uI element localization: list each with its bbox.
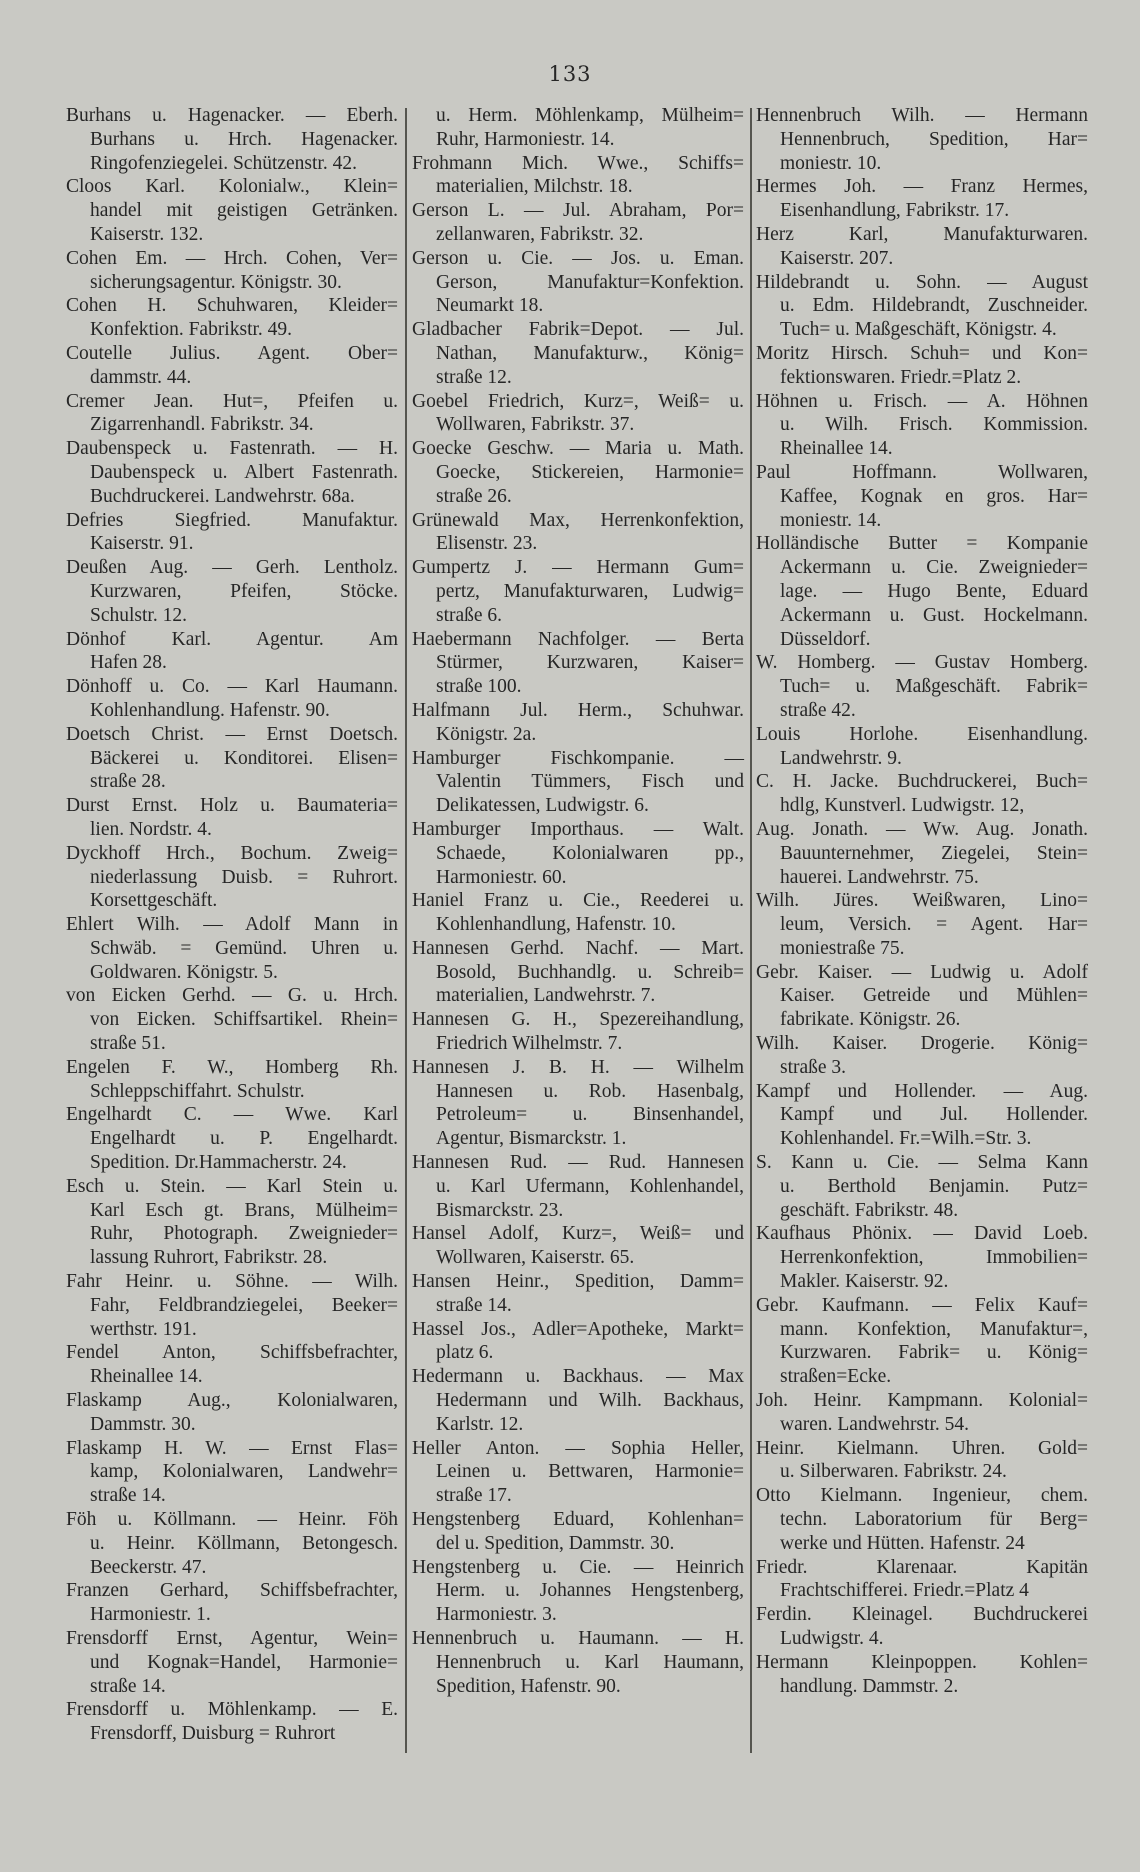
directory-entry: [66, 1270, 398, 1341]
entry-heading-line: Kaufhaus Phönix. — David Loeb.: [756, 1223, 1088, 1245]
directory-entry: [756, 342, 1088, 390]
entry-text-line: Valentin Tümmers, Fisch und: [436, 771, 744, 793]
entry-heading-line: Hassel Jos., Adler=Apotheke, Markt=: [412, 1318, 744, 1340]
entry-text-line: Bosold, Buchhandlg. u. Schreib=: [436, 961, 744, 983]
entry-heading-line: Hermann Kleinpoppen. Kohlen=: [756, 1651, 1088, 1673]
entry-heading-line: Dyckhoff Hrch., Bochum. Zweig=: [66, 842, 398, 864]
entry-heading-line: Dönhoff u. Co. — Karl Haumann.: [66, 676, 398, 698]
directory-entry: [756, 461, 1088, 532]
entry-text-line: Tuch= u. Maßgeschäft. Fabrik=: [780, 676, 1088, 698]
page-number: 133: [548, 62, 592, 86]
directory-entry: [756, 1032, 1088, 1080]
entry-heading-line: Doetsch Christ. — Ernst Doetsch.: [66, 723, 398, 745]
entry-text-line: hdlg, Kunstverl. Ludwigstr. 12,: [780, 795, 1025, 817]
entry-text-line: Bauunternehmer, Ziegelei, Stein=: [780, 842, 1088, 864]
entry-heading-line: Hansel Adolf, Kurz=, Weiß= und: [412, 1223, 744, 1245]
entry-text-line: Beeckerstr. 47.: [90, 1556, 207, 1578]
entry-heading-line: Engelhardt C. — Wwe. Karl: [66, 1104, 398, 1126]
entry-text-line: Goecke, Stickereien, Harmonie=: [436, 461, 744, 483]
entry-text-line: geschäft. Fabrikstr. 48.: [780, 1199, 959, 1221]
column-divider: [405, 108, 407, 1753]
entry-heading-line: Durst Ernst. Holz u. Baumateria=: [66, 795, 398, 817]
directory-entry: [66, 1103, 398, 1174]
entry-text-line: pertz, Manufakturwaren, Ludwig=: [436, 580, 744, 602]
entry-heading-line: Flaskamp H. W. — Ernst Flas=: [66, 1437, 398, 1459]
entry-text-line: moniestr. 10.: [780, 152, 882, 174]
entry-text-line: hauerei. Landwehrstr. 75.: [780, 866, 979, 888]
entry-text-line: materialien, Landwehrstr. 7.: [436, 985, 656, 1007]
entry-heading-line: Hannesen G. H., Spezereihandlung,: [412, 1009, 744, 1031]
entry-heading-line: Holländische Butter = Kompanie: [756, 533, 1088, 555]
entry-text-line: Ruhr, Photograph. Zweignieder=: [90, 1223, 398, 1245]
entry-text-line: mann. Konfektion, Manufaktur=,: [780, 1318, 1088, 1340]
directory-column-2: [412, 104, 744, 1698]
directory-entry: [412, 1437, 744, 1508]
directory-entry: [756, 1484, 1088, 1555]
entry-text-line: straße 28.: [90, 771, 166, 793]
directory-entry: [756, 175, 1088, 223]
entry-text-line: Schulstr. 12.: [90, 604, 187, 626]
entry-text-line: moniestraße 75.: [780, 937, 905, 959]
entry-heading-line: Coutelle Julius. Agent. Ober=: [66, 342, 398, 364]
directory-entry: [66, 342, 398, 390]
entry-heading-line: Cohen H. Schuhwaren, Kleider=: [66, 295, 398, 317]
entry-heading-line: Hennenbruch Wilh. — Hermann: [756, 105, 1088, 126]
directory-entry: [412, 152, 744, 200]
entry-heading-line: Frohmann Mich. Wwe., Schiffs=: [412, 152, 744, 174]
directory-entry: [756, 223, 1088, 271]
entry-text-line: Daubenspeck u. Albert Fastenrath.: [90, 461, 398, 483]
entry-text-line: Buchdruckerei. Landwehrstr. 68a.: [90, 485, 355, 507]
entry-text-line: waren. Landwehrstr. 54.: [780, 1413, 969, 1435]
entry-text-line: u. Heinr. Köllmann, Betongesch.: [90, 1532, 398, 1554]
entry-heading-line: Hannesen J. B. H. — Wilhelm: [412, 1056, 744, 1078]
entry-heading-line: Esch u. Stein. — Karl Stein u.: [66, 1175, 398, 1197]
entry-text-line: Kaiserstr. 132.: [90, 223, 204, 245]
entry-heading-line: Daubenspeck u. Fastenrath. — H.: [66, 438, 398, 460]
entry-text-line: zellanwaren, Fabrikstr. 32.: [436, 223, 644, 245]
entry-text-line: Delikatessen, Ludwigstr. 6.: [436, 795, 649, 817]
entry-text-line: dammstr. 44.: [90, 366, 192, 388]
directory-entry: [412, 437, 744, 508]
directory-entry: [756, 1556, 1088, 1604]
entry-text-line: Leinen u. Bettwaren, Harmonie=: [436, 1461, 744, 1483]
entry-text-line: Agentur, Bismarckstr. 1.: [436, 1128, 627, 1150]
entry-text-line: straße 14.: [90, 1675, 166, 1697]
entry-heading-line: Joh. Heinr. Kampmann. Kolonial=: [756, 1390, 1088, 1412]
entry-text-line: del u. Spedition, Dammstr. 30.: [436, 1532, 675, 1554]
entry-text-line: straße 51.: [90, 1033, 166, 1055]
entry-heading-line: C. H. Jacke. Buchdruckerei, Buch=: [756, 771, 1088, 793]
entry-text-line: moniestr. 14.: [780, 509, 882, 531]
directory-entry: [756, 961, 1088, 1032]
entry-heading-line: Goebel Friedrich, Kurz=, Weiß= u.: [412, 390, 744, 412]
entry-heading-line: Moritz Hirsch. Schuh= und Kon=: [756, 342, 1088, 364]
entry-text-line: Ackermann u. Gust. Hockelmann.: [780, 604, 1088, 626]
directory-entry: [66, 175, 398, 246]
entry-text-line: u. Karl Ufermann, Kohlenhandel,: [436, 1175, 744, 1197]
entry-heading-line: Goecke Geschw. — Maria u. Math.: [412, 438, 744, 460]
entry-text-line: Frachtschifferei. Friedr.=Platz 4: [780, 1580, 1029, 1602]
entry-text-line: lage. — Hugo Bente, Eduard: [780, 580, 1088, 602]
entry-text-line: Schaede, Kolonialwaren pp.,: [436, 842, 744, 864]
entry-text-line: handlung. Dammstr. 2.: [780, 1675, 959, 1697]
entry-text-line: Kaffee, Kognak en gros. Har=: [780, 485, 1088, 507]
entry-text-line: u. Berthold Benjamin. Putz=: [780, 1175, 1088, 1197]
entry-text-line: Hedermann und Wilh. Backhaus,: [436, 1390, 744, 1412]
entry-heading-line: Defries Siegfried. Manufaktur.: [66, 509, 398, 531]
entry-text-line: Kurzwaren. Fabrik= u. König=: [780, 1342, 1088, 1364]
entry-heading-line: von Eicken Gerhd. — G. u. Hrch.: [66, 985, 398, 1007]
entry-heading-line: Hermes Joh. — Franz Hermes,: [756, 176, 1088, 198]
entry-text-line: Ludwigstr. 4.: [780, 1628, 884, 1649]
directory-entry: [412, 104, 744, 152]
entry-text-line: kamp, Kolonialwaren, Landwehr=: [90, 1461, 398, 1483]
entry-heading-line: Friedr. Klarenaar. Kapitän: [756, 1556, 1088, 1578]
entry-heading-line: Hannesen Gerhd. Nachf. — Mart.: [412, 937, 744, 959]
directory-entry: [756, 818, 1088, 889]
entry-text-line: Bismarckstr. 23.: [436, 1199, 564, 1221]
entry-text-line: platz 6.: [436, 1342, 494, 1364]
entry-text-line: Harmoniestr. 1.: [90, 1604, 211, 1626]
entry-text-line: u. Edm. Hildebrandt, Zuschneider.: [780, 295, 1088, 317]
entry-text-line: fektionswaren. Friedr.=Platz 2.: [780, 366, 1022, 388]
entry-text-line: straße 17.: [436, 1485, 512, 1507]
entry-text-line: Landwehrstr. 9.: [780, 747, 902, 769]
directory-entry: [412, 1151, 744, 1222]
entry-heading-line: Engelen F. W., Homberg Rh.: [66, 1056, 398, 1078]
entry-text-line: niederlassung Duisb. = Ruhrort.: [90, 866, 398, 888]
entry-text-line: Nathan, Manufakturw., König=: [436, 342, 744, 364]
entry-text-line: Hennenbruch, Spedition, Har=: [780, 128, 1088, 150]
entry-heading-line: Hengstenberg Eduard, Kohlenhan=: [412, 1509, 744, 1531]
entry-text-line: Kohlenhandlung. Hafenstr. 90.: [90, 699, 330, 721]
directory-entry: [412, 199, 744, 247]
entry-heading-line: Deußen Aug. — Gerh. Lentholz.: [66, 557, 398, 579]
directory-entry: [756, 770, 1088, 818]
directory-entry: [66, 984, 398, 1055]
entry-heading-line: Heller Anton. — Sophia Heller,: [412, 1437, 744, 1459]
entry-text-line: und Kognak=Handel, Harmonie=: [90, 1651, 398, 1673]
directory-entry: [66, 1389, 398, 1437]
entry-heading-line: Hamburger Fischkompanie. —: [412, 747, 744, 769]
directory-entry: [412, 1508, 744, 1556]
directory-entry: [412, 628, 744, 699]
directory-entry: [66, 1341, 398, 1389]
entry-heading-line: Cohen Em. — Hrch. Cohen, Ver=: [66, 247, 398, 269]
directory-entry: [66, 556, 398, 627]
entry-text-line: u. Silberwaren. Fabrikstr. 24.: [780, 1461, 1007, 1483]
entry-text-line: Neumarkt 18.: [436, 295, 544, 317]
directory-entry: [66, 1698, 398, 1746]
entry-text-line: u. Wilh. Frisch. Kommission.: [780, 414, 1088, 436]
entry-text-line: Rheinallee 14.: [780, 438, 893, 460]
directory-entry: [756, 651, 1088, 722]
directory-entry: [66, 437, 398, 508]
entry-text-line: Bäckerei u. Konditorei. Elisen=: [90, 747, 398, 769]
entry-text-line: werke und Hütten. Hafenstr. 24: [780, 1532, 1025, 1554]
entry-text-line: Karl Esch gt. Brans, Mülheim=: [90, 1199, 398, 1221]
entry-heading-line: Franzen Gerhard, Schiffsbefrachter,: [66, 1580, 398, 1602]
entry-heading-line: Höhnen u. Frisch. — A. Höhnen: [756, 390, 1088, 412]
directory-entry: [66, 1627, 398, 1698]
entry-text-line: Kaiserstr. 91.: [90, 533, 194, 555]
entry-heading-line: S. Kann u. Cie. — Selma Kann: [756, 1152, 1088, 1174]
entry-heading-line: Cremer Jean. Hut=, Pfeifen u.: [66, 390, 398, 412]
entry-heading-line: Hengstenberg u. Cie. — Heinrich: [412, 1556, 744, 1578]
directory-entry: [66, 104, 398, 175]
entry-text-line: Düsseldorf.: [780, 628, 871, 650]
directory-entry: [66, 509, 398, 557]
entry-heading-line: Gebr. Kaufmann. — Felix Kauf=: [756, 1294, 1088, 1316]
entry-text-line: Ringofenziegelei. Schützenstr. 42.: [90, 152, 357, 174]
entry-text-line: Kohlenhandel. Fr.=Wilh.=Str. 3.: [780, 1128, 1032, 1150]
entry-text-line: handel mit geistigen Getränken.: [90, 200, 398, 222]
entry-heading-line: Cloos Karl. Kolonialw., Klein=: [66, 176, 398, 198]
entry-text-line: straßen=Ecke.: [780, 1366, 892, 1388]
entry-heading-line: W. Homberg. — Gustav Homberg.: [756, 652, 1088, 674]
entry-heading-line: Gumpertz J. — Hermann Gum=: [412, 557, 744, 579]
entry-heading-line: Fahr Heinr. u. Söhne. — Wilh.: [66, 1271, 398, 1293]
directory-entry: [756, 1603, 1088, 1651]
directory-entry: [66, 628, 398, 676]
entry-text-line: Kurzwaren, Pfeifen, Stöcke.: [90, 580, 398, 602]
entry-heading-line: Louis Horlohe. Eisenhandlung.: [756, 723, 1088, 745]
directory-entry: [412, 509, 744, 557]
entry-text-line: straße 100.: [436, 676, 522, 698]
entry-text-line: Wollwaren, Kaiserstr. 65.: [436, 1247, 635, 1269]
entry-text-line: Hennenbruch u. Karl Haumann,: [436, 1651, 744, 1673]
directory-entry: [66, 675, 398, 723]
directory-entry: [756, 390, 1088, 461]
entry-text-line: Wollwaren, Fabrikstr. 37.: [436, 414, 635, 436]
entry-text-line: lien. Nordstr. 4.: [90, 818, 212, 840]
directory-column-3: [756, 104, 1088, 1698]
entry-text-line: techn. Laboratorium für Berg=: [780, 1509, 1088, 1531]
directory-entry: [412, 1365, 744, 1436]
directory-entry: [756, 1389, 1088, 1437]
entry-heading-line: Aug. Jonath. — Ww. Aug. Jonath.: [756, 818, 1088, 840]
entry-text-line: Makler. Kaiserstr. 92.: [780, 1271, 949, 1293]
entry-heading-line: Ehlert Wilh. — Adolf Mann in: [66, 914, 398, 936]
entry-heading-line: Burhans u. Hagenacker. — Eberh.: [66, 105, 398, 126]
entry-heading-line: Otto Kielmann. Ingenieur, chem.: [756, 1485, 1088, 1507]
entry-text-line: Harmoniestr. 60.: [436, 866, 567, 888]
directory-entry: [66, 390, 398, 438]
directory-entry: [412, 1222, 744, 1270]
directory-entry: [756, 1294, 1088, 1389]
entry-heading-line: Hildebrandt u. Sohn. — August: [756, 271, 1088, 293]
directory-entry: [412, 1270, 744, 1318]
entry-text-line: straße 3.: [780, 1056, 847, 1078]
directory-entry: [756, 1222, 1088, 1293]
directory-entry: [756, 1080, 1088, 1151]
entry-text-line: Dammstr. 30.: [90, 1413, 196, 1435]
entry-text-line: Kohlenhandlung, Hafenstr. 10.: [436, 914, 676, 936]
entry-heading-line: Herz Karl, Manufakturwaren.: [756, 223, 1088, 245]
entry-heading-line: Grünewald Max, Herrenkonfektion,: [412, 509, 744, 531]
entry-text-line: Karlstr. 12.: [436, 1413, 524, 1435]
entry-heading-line: Hedermann u. Backhaus. — Max: [412, 1366, 744, 1388]
entry-heading-line: Heinr. Kielmann. Uhren. Gold=: [756, 1437, 1088, 1459]
directory-entry: [412, 1008, 744, 1056]
entry-text-line: sicherungsagentur. Königstr. 30.: [90, 271, 342, 293]
entry-heading-line: Wilh. Kaiser. Drogerie. König=: [756, 1033, 1088, 1055]
entry-heading-line: Haebermann Nachfolger. — Berta: [412, 628, 744, 650]
entry-text-line: Harmoniestr. 3.: [436, 1604, 557, 1626]
entry-text-line: Tuch= u. Maßgeschäft, Königstr. 4.: [780, 319, 1057, 341]
entry-text-line: Goldwaren. Königstr. 5.: [90, 961, 278, 983]
directory-entry: [66, 294, 398, 342]
entry-text-line: fabrikate. Königstr. 26.: [780, 1009, 961, 1031]
directory-entry: [66, 1508, 398, 1579]
entry-text-line: von Eicken. Schiffsartikel. Rhein=: [90, 1009, 398, 1031]
entry-text-line: Herrenkonfektion, Immobilien=: [780, 1247, 1088, 1269]
directory-entry: [66, 913, 398, 984]
entry-text-line: Fahr, Feldbrandziegelei, Beeker=: [90, 1294, 398, 1316]
entry-heading-line: Flaskamp Aug., Kolonialwaren,: [66, 1390, 398, 1412]
directory-entry: [756, 104, 1088, 175]
directory-entry: [412, 556, 744, 627]
directory-entry: [412, 699, 744, 747]
entry-heading-line: Gladbacher Fabrik=Depot. — Jul.: [412, 319, 744, 341]
entry-text-line: straße 12.: [436, 366, 512, 388]
entry-text-line: Hafen 28.: [90, 652, 167, 674]
entry-heading-line: Föh u. Köllmann. — Heinr. Föh: [66, 1509, 398, 1531]
directory-entry: [756, 889, 1088, 960]
directory-entry: [412, 1056, 744, 1151]
entry-heading-line: Hannesen Rud. — Rud. Hannesen: [412, 1152, 744, 1174]
entry-text-line: straße 6.: [436, 604, 503, 626]
entry-text-line: Schleppschiffahrt. Schulstr.: [90, 1080, 305, 1102]
entry-text-line: Spedition. Dr.Hammacherstr. 24.: [90, 1152, 347, 1174]
directory-entry: [412, 818, 744, 889]
directory-entry: [412, 390, 744, 438]
entry-text-line: Friedrich Wilhelmstr. 7.: [436, 1033, 623, 1055]
entry-text-line: Ruhr, Harmoniestr. 14.: [436, 128, 615, 150]
directory-entry: [412, 247, 744, 318]
directory-entry: [412, 937, 744, 1008]
directory-entry: [66, 842, 398, 913]
directory-entry: [66, 1056, 398, 1104]
directory-entry: [756, 271, 1088, 342]
entry-heading-line: Frensdorff Ernst, Agentur, Wein=: [66, 1628, 398, 1649]
entry-text-line: Rheinallee 14.: [90, 1366, 203, 1388]
entry-text-line: Burhans u. Hrch. Hagenacker.: [90, 128, 398, 150]
entry-heading-line: Paul Hoffmann. Wollwaren,: [756, 461, 1088, 483]
entry-text-line: straße 42.: [780, 699, 856, 721]
entry-heading-line: Wilh. Jüres. Weißwaren, Lino=: [756, 890, 1088, 912]
entry-text-line: Elisenstr. 23.: [436, 533, 538, 555]
entry-text-line: Stürmer, Kurzwaren, Kaiser=: [436, 652, 744, 674]
entry-text-line: Eisenhandlung, Fabrikstr. 17.: [780, 200, 1010, 222]
entry-heading-line: Hennenbruch u. Haumann. — H.: [412, 1628, 744, 1649]
directory-entry: [66, 794, 398, 842]
entry-heading-line: Hamburger Importhaus. — Walt.: [412, 818, 744, 840]
entry-text-line: werthstr. 191.: [90, 1318, 197, 1340]
directory-entry: [66, 1579, 398, 1627]
directory-entry: [756, 723, 1088, 771]
entry-text-line: leum, Versich. = Agent. Har=: [780, 914, 1088, 936]
directory-entry: [412, 747, 744, 818]
entry-text-line: lassung Ruhrort, Fabrikstr. 28.: [90, 1247, 328, 1269]
entry-text-line: straße 14.: [90, 1485, 166, 1507]
entry-text-line: Herm. u. Johannes Hengstenberg,: [436, 1580, 744, 1602]
directory-entry: [756, 1651, 1088, 1699]
directory-entry: [66, 1175, 398, 1270]
directory-entry: [412, 318, 744, 389]
entry-text-line: Schwäb. = Gemünd. Uhren u.: [90, 937, 398, 959]
entry-text-line: straße 26.: [436, 485, 512, 507]
entry-heading-line: Frensdorff u. Möhlenkamp. — E.: [66, 1699, 398, 1721]
entry-heading-line: Gerson u. Cie. — Jos. u. Eman.: [412, 247, 744, 269]
directory-entry: [412, 889, 744, 937]
directory-column-1: [66, 104, 398, 1746]
directory-entry: [66, 723, 398, 794]
entry-text-line: Frensdorff, Duisburg = Ruhrort: [90, 1723, 336, 1745]
directory-entry: [66, 247, 398, 295]
entry-heading-line: Kampf und Hollender. — Aug.: [756, 1080, 1088, 1102]
entry-text-line: Hannesen u. Rob. Hasenbalg,: [436, 1080, 744, 1102]
entry-text-line: Gerson, Manufaktur=Konfektion.: [436, 271, 744, 293]
entry-text-line: Korsettgeschäft.: [90, 890, 218, 912]
entry-text-line: Kaiser. Getreide und Mühlen=: [780, 985, 1088, 1007]
directory-entry: [412, 1556, 744, 1627]
directory-entry: [756, 1151, 1088, 1222]
entry-heading-line: Haniel Franz u. Cie., Reederei u.: [412, 890, 744, 912]
entry-heading-line: Hansen Heinr., Spedition, Damm=: [412, 1271, 744, 1293]
entry-heading-line: Ferdin. Kleinagel. Buchdruckerei: [756, 1604, 1088, 1626]
entry-heading-line: Gerson L. — Jul. Abraham, Por=: [412, 200, 744, 222]
entry-text-line: Kampf und Jul. Hollender.: [780, 1104, 1088, 1126]
directory-entry: [756, 1437, 1088, 1485]
entry-heading-line: Halfmann Jul. Herm., Schuhwar.: [412, 699, 744, 721]
entry-text-line: straße 14.: [436, 1294, 512, 1316]
entry-text-line: Spedition, Hafenstr. 90.: [436, 1675, 621, 1697]
entry-text-line: Engelhardt u. P. Engelhardt.: [90, 1128, 398, 1150]
directory-entry: [756, 532, 1088, 651]
directory-entry: [412, 1627, 744, 1698]
entry-text-line: materialien, Milchstr. 18.: [436, 176, 633, 198]
entry-heading-line: Gebr. Kaiser. — Ludwig u. Adolf: [756, 961, 1088, 983]
entry-text-line: Petroleum= u. Binsenhandel,: [436, 1104, 744, 1126]
entry-text-line: Konfektion. Fabrikstr. 49.: [90, 319, 293, 341]
entry-text-line: Kaiserstr. 207.: [780, 247, 894, 269]
entry-text-line: Ackermann u. Cie. Zweignieder=: [780, 557, 1088, 579]
entry-text-line: u. Herm. Möhlenkamp, Mülheim=: [436, 105, 744, 126]
entry-heading-line: Fendel Anton, Schiffsbefrachter,: [66, 1342, 398, 1364]
column-divider: [750, 108, 752, 1753]
directory-entry: [66, 1437, 398, 1508]
entry-text-line: Zigarrenhandl. Fabrikstr. 34.: [90, 414, 314, 436]
entry-text-line: Königstr. 2a.: [436, 723, 537, 745]
entry-heading-line: Dönhof Karl. Agentur. Am: [66, 628, 398, 650]
directory-entry: [412, 1318, 744, 1366]
